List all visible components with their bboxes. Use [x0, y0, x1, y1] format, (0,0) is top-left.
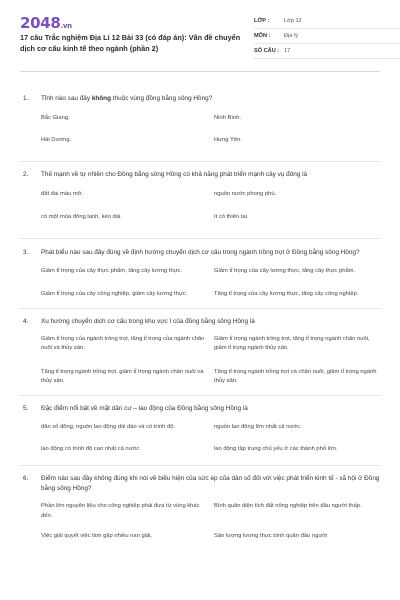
meta-row-subject — [254, 29, 400, 44]
question-text: Đặc điểm nổi bật về mặt dân cư – lao động của Đồng bằng sông Hồng là — [41, 405, 248, 413]
question-text: Xu hướng chuyển dịch cơ cấu trong khu vực I của đồng bằng sông Hồng là — [41, 318, 255, 326]
question-stem — [20, 170, 380, 180]
document-title: 17 câu Trắc nghiệm Địa Lí 12 Bài 33 (có đáp án): Vấn đề chuyển dịch cơ cấu kinh tế theo ngành (phần 2) — [20, 33, 241, 53]
question-4 — [20, 317, 380, 396]
answer-option-a[interactable]: đất đai màu mỡ. — [41, 191, 84, 198]
answer-options — [41, 190, 380, 221]
answer-option-a[interactable]: Giảm tỉ trọng của cây thực phẩm, tăng cây lương thực. — [41, 267, 183, 274]
question-number: 1. — [23, 95, 29, 102]
question-text — [41, 94, 380, 104]
stem-part: thuộc vùng đồng bằng sông Hồng? — [110, 95, 213, 102]
answer-option-d[interactable]: Tăng tỉ trọng của cây lương thực, tăng cây công nghiệp. — [214, 291, 359, 298]
answer-option-d[interactable]: Sản lượng lương thực bình quân đầu người — [214, 532, 328, 539]
answer-option-c[interactable]: có một mùa đông lạnh, kéo dài. — [41, 213, 122, 220]
question-number: 3. — [23, 248, 29, 256]
answer-options — [41, 502, 380, 541]
answer-option-b[interactable]: Giảm tỉ trọng của cây lương thực, tăng cây thực phẩm. — [214, 267, 356, 274]
question-stem — [20, 404, 380, 414]
question-divider — [20, 395, 380, 396]
meta-value: Địa lý — [284, 33, 298, 39]
question-stem — [20, 94, 380, 104]
document-header — [20, 14, 380, 72]
answer-option-d[interactable]: ít có thiên tai. — [214, 213, 249, 220]
question-number: 4. — [23, 318, 29, 326]
question-divider — [20, 161, 380, 162]
question-text: Điểm nào sau đây không đúng khi nói về biểu hiện của sức ép của dân số đối với việc phát triển kinh tế - xã hội ở Đồng bằng sông Hồng? — [41, 475, 380, 493]
question-stem — [20, 317, 380, 327]
answer-option-a[interactable]: Bắc Giang. — [41, 115, 70, 121]
answer-options — [41, 114, 380, 145]
question-number: 2. — [23, 171, 29, 179]
answer-option-c[interactable]: Tăng tỉ trọng ngành trồng trọt, giảm tỉ trọng ngành chăn nuôi và thủy sản. — [41, 368, 204, 384]
logo-text: 2048 — [20, 14, 61, 32]
answer-option-c[interactable]: Việc giải quyết việc làm gặp nhiều nan giải, — [41, 532, 153, 539]
answer-options — [41, 335, 380, 386]
meta-table — [254, 14, 400, 59]
question-stem — [20, 474, 380, 494]
question-2 — [20, 170, 380, 238]
question-text: Thế mạnh về tự nhiên cho Đồng bằng sông Hồng có khả năng phát triển mạnh cây vụ đông là — [41, 171, 308, 179]
question-stem — [20, 248, 380, 258]
meta-key: MÔN : — [254, 33, 271, 39]
answer-option-b[interactable]: nguồn lao động lớn nhất cả nước. — [214, 424, 302, 431]
answer-option-c[interactable]: Hải Dương. — [41, 137, 72, 144]
answer-option-b[interactable]: nguồn nước phong phú. — [214, 191, 277, 198]
answer-option-d[interactable]: Hưng Yên. — [214, 137, 242, 144]
meta-key: LỚP : — [254, 18, 270, 24]
question-text: Phát biểu nào sau đây đúng về định hướng chuyển dịch cơ cấu trong ngành trồng trọt ở Đồng bằng sông Hồng? — [41, 248, 360, 256]
answer-option-a[interactable]: Giảm tỉ trọng của ngành trồng trọt, tăng tỉ trọng của ngành chăn nuôi và thủy sản. — [41, 336, 205, 352]
answer-option-b[interactable]: Bình quân diện tích đất nông nghiệp trên đầu người thấp. — [214, 503, 362, 510]
answer-options — [41, 423, 380, 454]
meta-row-class — [254, 14, 400, 29]
meta-value: 17 — [284, 48, 291, 54]
question-1 — [20, 94, 380, 162]
stem-emphasis: không — [91, 95, 111, 102]
stem-part: Tỉnh nào sau đây — [41, 95, 92, 102]
question-divider — [20, 465, 380, 466]
question-3 — [20, 248, 380, 309]
answer-option-c[interactable]: Giảm tỉ trọng của cây công nghiệp, giảm cây lương thực. — [41, 291, 188, 298]
answer-option-d[interactable]: Tăng tỉ trọng ngành trồng trọt và chăn nuôi, giảm tỉ trọng ngành thủy sản. — [214, 368, 377, 384]
question-divider — [20, 308, 380, 309]
answer-option-b[interactable]: Giảm tỉ trọng ngành trồng trọt, tăng tỉ trọng ngành chăn nuôi, giảm tỉ trọng ngành thủy sản. — [214, 336, 370, 352]
logo-suffix: .vn — [60, 22, 72, 30]
question-6 — [20, 474, 380, 541]
site-logo[interactable] — [20, 14, 72, 32]
answer-option-c[interactable]: lao động có trình độ cao nhất cả nước — [41, 446, 140, 453]
answer-option-a[interactable]: Phần lớn nguyên liệu cho công nghiệp phải đưa từ vùng khác đến. — [41, 503, 200, 519]
question-number: 6. — [23, 475, 29, 483]
answer-option-a[interactable]: dân số đông, nguồn lao động dồi dào và có trình độ. — [41, 424, 176, 431]
question-number: 5. — [23, 405, 29, 413]
question-divider — [20, 238, 380, 239]
answer-option-b[interactable]: Ninh Bình. — [214, 115, 242, 121]
answer-options — [41, 267, 380, 299]
question-5 — [20, 404, 380, 466]
meta-value: Lớp 12 — [284, 18, 302, 24]
meta-row-count — [254, 44, 400, 59]
meta-key: SỐ CÂU : — [254, 48, 280, 54]
answer-option-d[interactable]: lao động tập trung chủ yếu ở các thành phố lớn. — [214, 446, 338, 453]
